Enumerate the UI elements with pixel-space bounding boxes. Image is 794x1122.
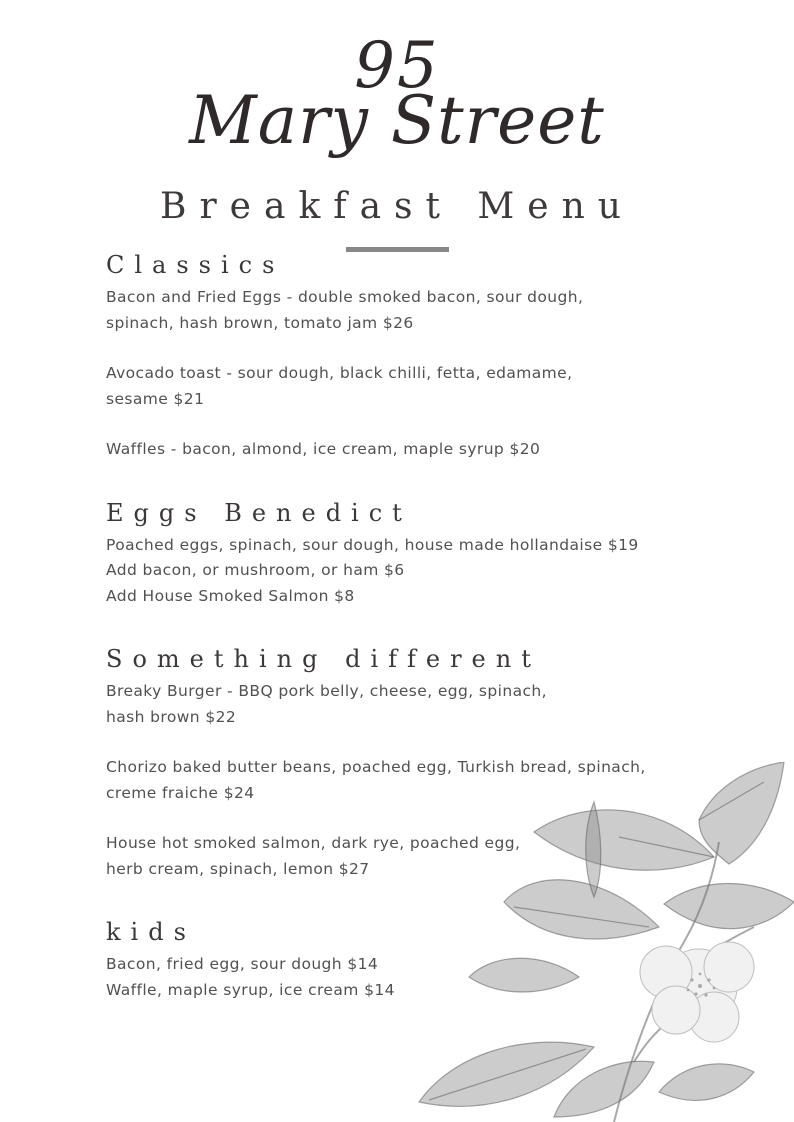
- section-title: kids: [106, 918, 196, 946]
- restaurant-name-street: Mary Street: [189, 82, 605, 159]
- section-title: Classics: [106, 251, 285, 279]
- menu-item-line: spinach, hash brown, tomato jam $26: [106, 313, 414, 332]
- menu-item-line: Add bacon, or mushroom, or ham $6: [106, 561, 405, 579]
- menu-item-line: Bacon and Fried Eggs - double smoked bacon, sour dough,: [106, 288, 584, 306]
- menu-item-line: hash brown $22: [106, 707, 237, 726]
- menu-item: [106, 679, 706, 730]
- menu-subtitle: Breakfast Menu: [160, 186, 634, 227]
- menu-item: [106, 285, 706, 336]
- section-title: Eggs Benedict: [106, 498, 412, 527]
- menu-item-line: Waffle, maple syrup, ice cream $14: [106, 980, 395, 999]
- menu-item-line: Bacon, fried egg, sour dough $14: [106, 955, 379, 973]
- menu-item: [106, 437, 706, 463]
- menu-item-line: Add House Smoked Salmon $8: [106, 586, 355, 605]
- menu-item-line: Waffles - bacon, almond, ice cream, maple syrup $20: [106, 440, 541, 458]
- menu-item-line: Chorizo baked butter beans, poached egg, Turkish bread, spinach,: [106, 758, 646, 776]
- section-eggs-benedict: [106, 498, 706, 610]
- section-classics: [106, 250, 706, 463]
- menu-item: [106, 361, 706, 412]
- menu-item-line: creme fraiche $24: [106, 783, 255, 802]
- menu-item-line: Breaky Burger - BBQ pork belly, cheese, egg, spinach,: [106, 682, 547, 700]
- menu-item-line: Poached eggs, spinach, sour dough, house made hollandaise $19: [106, 535, 639, 554]
- menu-item-line: Avocado toast - sour dough, black chilli, fetta, edamame,: [106, 364, 573, 382]
- menu-item-line: House hot smoked salmon, dark rye, poached egg,: [106, 834, 521, 852]
- section-title: Something different: [106, 645, 541, 673]
- menu-item-line: sesame $21: [106, 389, 205, 408]
- menu-item-line: herb cream, spinach, lemon $27: [106, 859, 370, 878]
- restaurant-name-number: 95: [354, 29, 440, 103]
- botanical-illustration-icon: [414, 762, 794, 1122]
- menu-item: [106, 533, 706, 610]
